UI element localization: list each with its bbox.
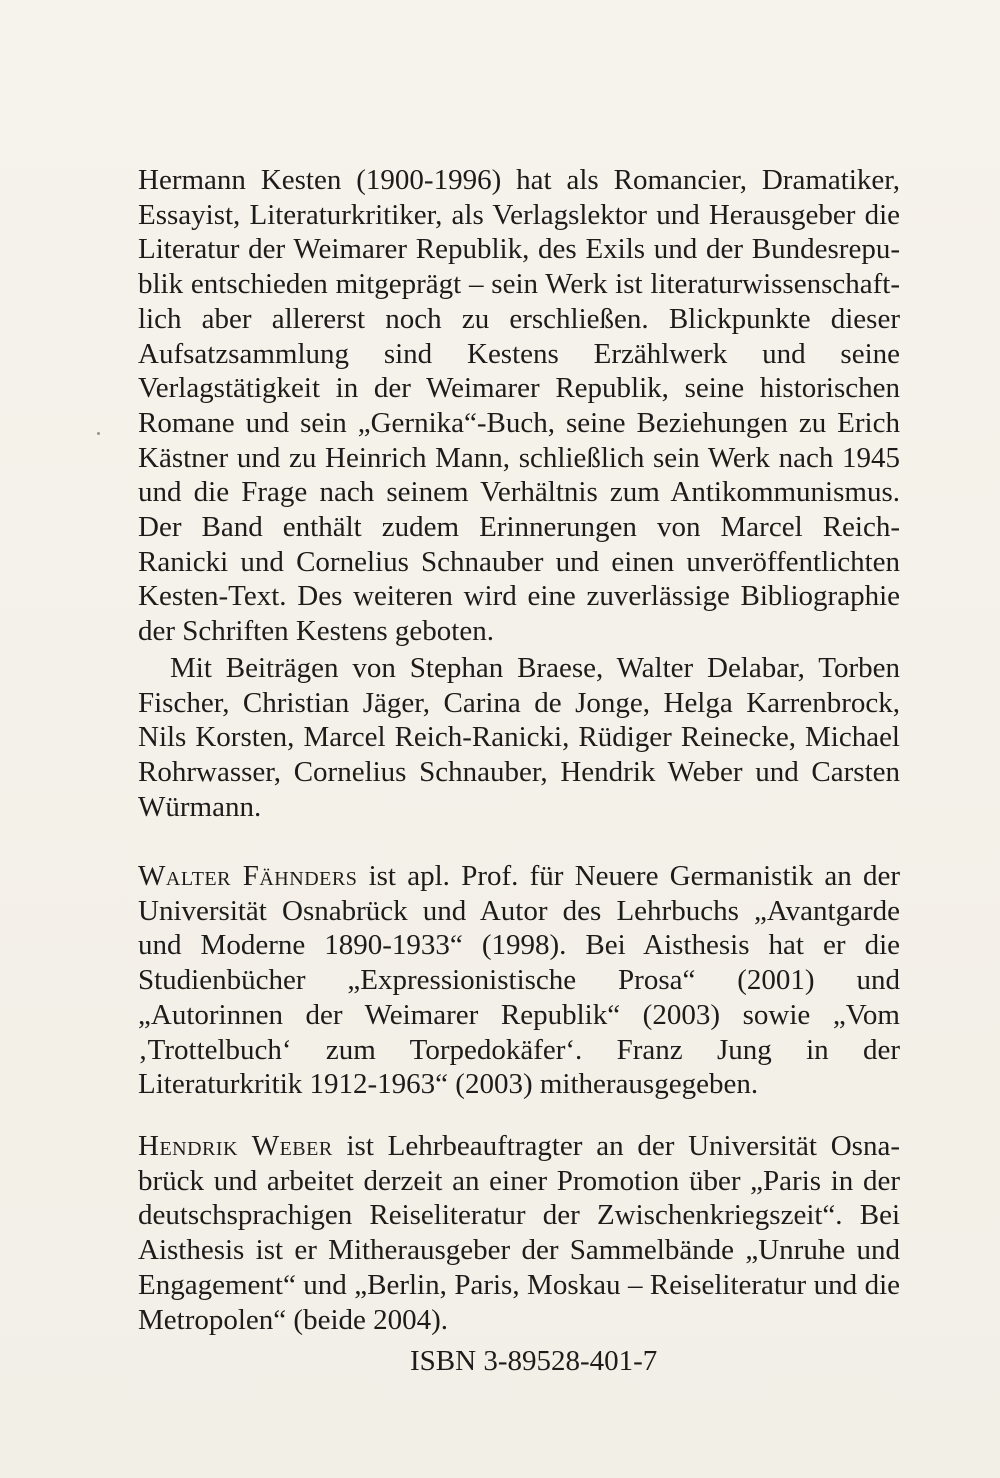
- blurb-paragraph: Hermann Kesten (1900-1996) hat als Romancier, Dramatiker, Essayist, Literaturkritiker, als Verlagslektor und Herausgeber die Literatur der Weimarer Republik, des Exils und der Bundesrepublik entschieden mitgeprägt – sein Werk ist literaturwissenschaftlich aber allererst noch zu erschließen. Blickpunkte dieser Aufsatzsammlung sind Kestens Erzählwerk und seine Verlagstätigkeit in der Weimarer Republik, seine historischen Romane und sein „Gernika“-Buch, seine Beziehungen zu Erich Kästner und zu Heinrich Mann, schließlich sein Werk nach 1945 und die Frage nach seinem Verhältnis zum Antikommunismus. Der Band enthält zudem Erinnerungen von Marcel Reich-Ranicki und Cornelius Schnauber und einen unveröffentlichten Kesten-Text. Des weiteren wird eine zuverlässige Bibliographie der Schriften Kestens geboten.: [138, 164, 900, 648]
- author-bio-faehnders: [138, 859, 900, 1102]
- author-bio-weber: [138, 1129, 900, 1337]
- author-bio-text: ist apl. Prof. für Neuere Germanistik an der Universität Osnabrück und Autor des Lehrbuchs „Avantgarde und Moderne 1890-1933“ (1998). Bei Aisthesis hat er die Studienbücher „Expressionistische Prosa“ (2001) und „Autorinnen der Weimarer Republik“ (2003) sowie „Vom ‚Trottelbuch‘ zum Torpedokäfer‘. Franz Jung in der Literaturkritik 1912-1963“ (2003) mitherausgegeben.: [138, 860, 900, 1101]
- isbn-number: ISBN 3-89528-401-7: [410, 1345, 658, 1377]
- contributors-paragraph: Mit Beiträgen von Stephan Braese, Walter Delabar, Torben Fischer, Christian Jäger, Carina de Jonge, Helga Karrenbrock, Nils Korsten, Marcel Reich-Ranicki, Rüdiger Reinecke, Michael Rohrwasser, Cornelius Schnauber, Hendrik Weber und Carsten Würmann.: [138, 652, 900, 823]
- author-bio-text: ist Lehrbeauftragter an der Universität Osnabrück und arbeitet derzeit an einer Promotion über „Paris in der deutschsprachigen Reiseliteratur der Zwischenkriegszeit“. Bei Aisthesis ist er Mitherausgeber der Sammelbände „Unruhe und Engagement“ und „Berlin, Paris, Moskau – Reiseliteratur und die Metropolen“ (beide 2004).: [138, 1130, 901, 1336]
- author-name: Hendrik Weber: [138, 1130, 333, 1162]
- paper-speck: [97, 432, 100, 435]
- author-name: Walter Fähnders: [138, 860, 358, 892]
